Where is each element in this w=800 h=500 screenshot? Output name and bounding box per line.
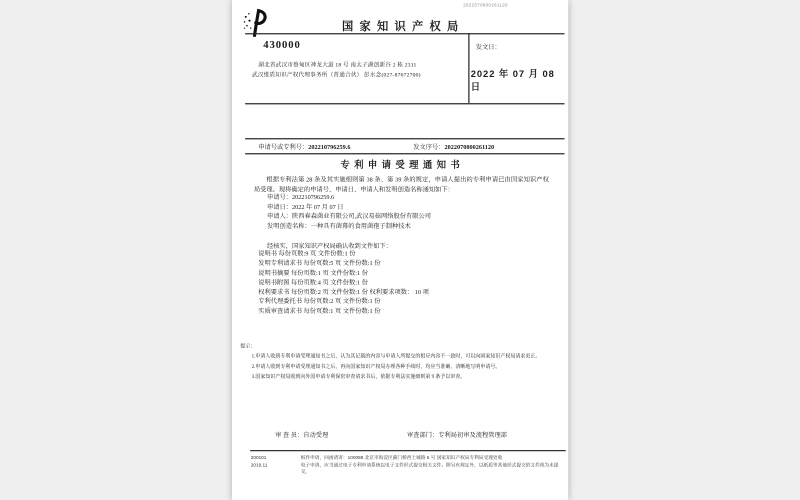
- barcode-serial-number: 2022070800261120: [463, 3, 508, 8]
- footer-row: [251, 461, 565, 475]
- application-number: 202210796259.6: [308, 143, 351, 151]
- applicant-line: 申请人：陕西春森菌业有限公司,武汉易菇网络股份有限公司: [267, 213, 432, 220]
- examiner-group: [275, 429, 328, 438]
- body-intro: 根据专利法第 28 条及其实施细则第 38 条、第 39 条的规定，申请人提出的专利申请已由国家知识产权局受理。现将确定的申请号、申请日、申请人和发明创造名称通知如下：: [253, 176, 549, 193]
- header-rule: [245, 33, 564, 34]
- footer-row: [251, 454, 565, 461]
- invention-title-line: 发明创造名称：一种具有菌幕的食用菌孢子制种技术: [267, 222, 411, 230]
- footer-text: 纸件申请，回函请寄：100088 北京市海淀区蓟门桥西土城路 6 号 国家知识产权局专利局受理处收: [300, 454, 503, 460]
- meta-rule-bottom: [245, 153, 564, 154]
- dispatch-number-group: [413, 141, 494, 150]
- department-label: 审查部门：: [407, 431, 439, 439]
- recipient-postcode: 430000: [263, 38, 301, 51]
- recipient-address-line2: 武汉维盾知识产权代理事务所（普通合伙） 彭水念(027-87672700): [252, 71, 421, 78]
- application-number-line: 申请号：202210796259.6: [267, 193, 335, 201]
- document-line: 说明书附图 每份页数:4 页 文件份数:1 份: [258, 279, 368, 287]
- recipient-address-line1: 湖北省武汉市蔡甸区神龙大道 18 号 南太子湖创新谷 2 栋 2311: [258, 61, 417, 68]
- meta-row: [258, 141, 563, 150]
- recipient-rule: [245, 103, 564, 104]
- notice-title: 专利申请受理通知书: [340, 160, 465, 171]
- patent-notice-page: [232, 0, 568, 500]
- document-line: 发明专利请求书 每份页数:5 页 文件份数:1 份: [258, 260, 381, 268]
- dispatch-date-label: 发文日：: [475, 43, 501, 51]
- department-value: 专利局初审及流程管理部: [438, 431, 507, 439]
- dispatch-number: 2022070800261120: [444, 143, 495, 151]
- document-line: 权利要求书 每份页数:2 页 文件份数:1 份 权利要求项数： 10 项: [258, 288, 429, 296]
- dispatch-box-divider: [468, 33, 469, 103]
- document-line: 说明书摘要 每份页数:1 页 文件份数:1 份: [258, 269, 368, 277]
- received-documents-list: [258, 249, 429, 316]
- dispatch-number-label: 发文序号：: [413, 143, 445, 151]
- notes-section: [240, 341, 553, 382]
- agency-title: 国家知识产权局: [342, 20, 465, 33]
- application-number-label: 申请号或专利号：: [258, 143, 309, 151]
- footer-code: 2019.11: [250, 461, 268, 468]
- note-item: 3.国家知识产权局收到向外国申请专利保密审查请求书后，依据专利法实施细则第 9 条予以审查。: [251, 373, 466, 380]
- document-line: 实质审查请求书 每份页数:1 页 文件份数:1 份: [258, 307, 381, 315]
- department-group: [407, 429, 507, 438]
- examiner-label: 审 查 员：: [275, 431, 304, 439]
- document-line: 专利代理委托书 每份页数:2 页 文件份数:1 份: [258, 298, 381, 306]
- filing-date-line: 申请日：2022 年 07 月 07 日: [267, 203, 344, 211]
- note-item: 2.申请人收到专利申请受理通知书之后，再向国家知识产权局办理各种手续时，均应当准确、清晰地写明申请号。: [251, 363, 501, 370]
- document-line: 说明书 每份页数:9 页 文件份数:1 份: [258, 250, 356, 258]
- footer-notes: [251, 454, 565, 476]
- dispatch-date-value: 2022 年 07 月 08 日: [470, 68, 555, 93]
- examiner-value: 自动受理: [303, 431, 329, 439]
- footer-code: 200101: [250, 454, 267, 460]
- footer-rule: [250, 450, 566, 451]
- notes-label: 提示：: [240, 343, 256, 349]
- footer-text: 电子申请，应当通过电子专利申请系统以电子文件形式提交相关文件。除另有规定外，以纸质等其他形式提交的文件视为未提交。: [300, 461, 559, 475]
- note-item: 1.申请人收到专利申请受理通知书之后，认为其记载的内容与申请人所提交的相应内容不一致时，可以向国家知识产权局请求更正。: [251, 353, 541, 359]
- meta-rule-top: [245, 138, 564, 139]
- application-fields: [267, 193, 431, 232]
- confirm-line: 经核实，国家知识产权局确认收到文件如下：: [267, 243, 392, 250]
